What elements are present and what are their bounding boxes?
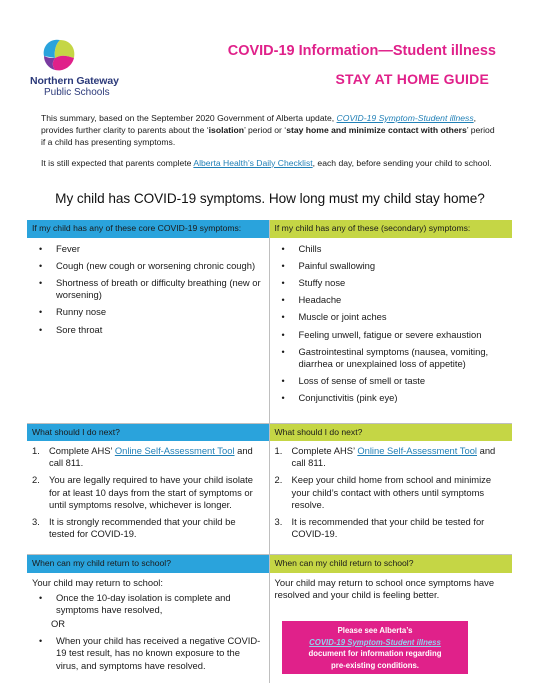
core-return-lead: Your child may return to school: bbox=[32, 576, 163, 588]
list-item: • Once the 10-day isolation is complete and symptoms have resolved, bbox=[37, 592, 264, 616]
core-symptoms-cell bbox=[27, 238, 270, 423]
list-item: • Cough (new cough or worsening chronic cough) bbox=[37, 260, 264, 272]
core-symptom-list bbox=[27, 238, 269, 336]
intro-section bbox=[41, 112, 501, 177]
symptom-guide-link[interactable]: COVID-19 Symptom-Student illness bbox=[336, 113, 474, 123]
page-title: COVID-19 Information—Student illness bbox=[227, 43, 496, 59]
list-item: 3. It is recommended that your child be tested for COVID-19. bbox=[274, 516, 485, 540]
core-return-list bbox=[27, 589, 269, 616]
list-item: 1. Complete AHS’ Online Self-Assessment Tool and call 811. bbox=[274, 445, 496, 469]
secondary-symptoms-header: If my child has any of these (secondary) symptoms: bbox=[270, 220, 513, 238]
page-subtitle: STAY AT HOME GUIDE bbox=[335, 71, 489, 87]
core-next-header: What should I do next? bbox=[27, 424, 270, 442]
intro-paragraph-1: This summary, based on the September 2020 Government of Alberta update, COVID-19 Symptom-Student illness, provides further clarity to parents about the ‘isolation’ period or ‘stay home and minimize contact with others’ period if a child has presenting symptoms. bbox=[41, 113, 495, 148]
list-item: • When your child has received a negative COVID-19 test result, has no known exposure to the virus, and symptoms have resolved. bbox=[37, 635, 264, 672]
core-next-steps bbox=[27, 441, 269, 540]
core-return-header: When can my child return to school? bbox=[27, 555, 270, 573]
secondary-next-steps bbox=[270, 441, 513, 540]
secondary-return-text: Your child may return to school once symptoms have resolved and your child is feeling better. bbox=[274, 576, 495, 600]
symptom-table bbox=[27, 220, 512, 683]
symptom-header-row bbox=[27, 220, 512, 238]
secondary-symptoms-cell bbox=[270, 238, 513, 423]
logo-name: Northern Gateway bbox=[30, 75, 119, 87]
self-assessment-link[interactable]: Online Self-Assessment Tool bbox=[357, 445, 477, 456]
secondary-next-header: What should I do next? bbox=[270, 424, 513, 442]
list-item: • Chills bbox=[280, 243, 508, 255]
list-item: • Fever bbox=[37, 243, 264, 255]
school-logo bbox=[30, 34, 170, 98]
self-assessment-link[interactable]: Online Self-Assessment Tool bbox=[114, 445, 235, 456]
secondary-return-header: When can my child return to school? bbox=[270, 555, 513, 573]
secondary-symptom-list bbox=[270, 238, 513, 405]
list-item: 1. Complete AHS’ Online Self-Assessment Tool and call 811. bbox=[32, 445, 253, 469]
list-item: 2. Keep your child home from school and minimize your child’s contact with others until symptoms resolve. bbox=[274, 474, 492, 510]
list-item: • Stuffy nose bbox=[280, 277, 508, 289]
intro-paragraph-2: It is still expected that parents complete Alberta Health’s Daily Checklist, each day, before sending your child to school. bbox=[41, 157, 492, 168]
list-item: • Gastrointestinal symptoms (nausea, vomiting, diarrhea or unexplained loss of appetite) bbox=[280, 346, 508, 370]
main-question: My child has COVID-19 symptoms. How long must my child stay home? bbox=[55, 191, 485, 206]
symptom-list-row bbox=[27, 238, 512, 423]
list-item: • Muscle or joint aches bbox=[280, 311, 508, 323]
logo-subtitle: Public Schools bbox=[44, 87, 110, 98]
logo-mark-icon bbox=[38, 34, 78, 74]
return-header-row bbox=[27, 554, 512, 573]
list-item: 3. It is strongly recommended that your child be tested for COVID-19. bbox=[32, 516, 236, 540]
core-return-list-2 bbox=[27, 635, 269, 672]
list-item: • Headache bbox=[280, 294, 508, 306]
list-item: • Sore throat bbox=[37, 324, 264, 336]
list-item: • Loss of sense of smell or taste bbox=[280, 375, 508, 387]
symptom-guide-link[interactable]: COVID-19 Symptom-Student illness bbox=[309, 637, 441, 647]
pre-existing-conditions-callout: Please see Alberta’s COVID-19 Symptom-Student illness document for information regarding pre-existing conditions. bbox=[282, 621, 468, 674]
or-separator: OR bbox=[51, 618, 66, 630]
secondary-next-cell bbox=[270, 441, 513, 554]
list-item: • Runny nose bbox=[37, 306, 264, 318]
list-item: • Conjunctivitis (pink eye) bbox=[280, 392, 508, 404]
core-next-cell bbox=[27, 441, 270, 554]
daily-checklist-link[interactable]: Alberta Health’s Daily Checklist bbox=[193, 157, 313, 168]
core-symptoms-header: If my child has any of these core COVID-19 symptoms: bbox=[27, 220, 270, 238]
list-item: • Feeling unwell, fatigue or severe exhaustion bbox=[280, 329, 508, 341]
list-item: • Shortness of breath or difficulty breathing (new or worsening) bbox=[37, 277, 264, 301]
core-return-cell bbox=[27, 573, 270, 683]
next-steps-row bbox=[27, 441, 512, 554]
next-steps-header-row bbox=[27, 423, 512, 442]
list-item: • Painful swallowing bbox=[280, 260, 508, 272]
list-item: 2. You are legally required to have your child isolate for at least 10 days from the start of symptoms or until symptoms resolve, whichever is longer. bbox=[32, 474, 253, 510]
